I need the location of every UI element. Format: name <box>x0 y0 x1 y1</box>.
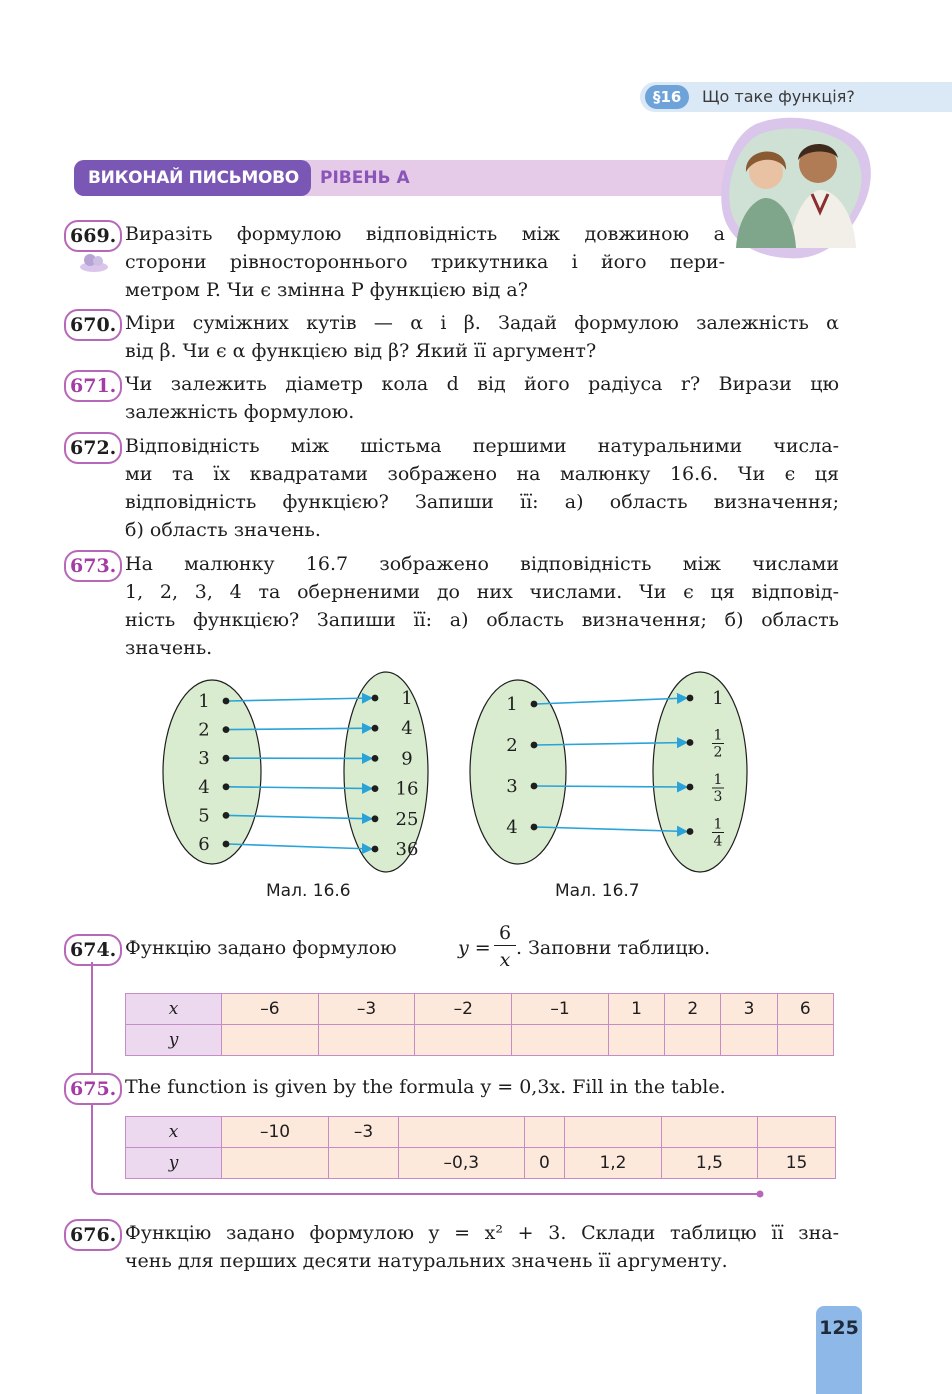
task-676-line-1: Функцію задано формулою y = x² + 3. Склади таблицю її зна- <box>125 1222 839 1244</box>
range-point <box>372 846 379 853</box>
range-point <box>372 755 379 762</box>
table-cell: 2 <box>665 994 721 1025</box>
task-669-line-3: метром P. Чи є змінна P функцією від a? <box>125 279 528 301</box>
domain-value-label: 3 <box>506 776 518 797</box>
table-cell <box>608 1025 664 1056</box>
mapping-arrow <box>536 786 687 787</box>
range-value-label: 1 <box>712 688 724 709</box>
task-670-text <box>125 309 839 365</box>
range-value-label: 9 <box>401 748 413 770</box>
table-cell <box>222 1025 319 1056</box>
task-676-text <box>125 1219 839 1275</box>
table-cell: 1,5 <box>661 1148 757 1179</box>
table-header-x: x <box>126 1117 222 1148</box>
table-cell: –2 <box>415 994 512 1025</box>
domain-point <box>223 812 230 819</box>
table-cell: 0 <box>524 1148 565 1179</box>
domain-point <box>531 701 538 708</box>
task-672-line-2: ми та їх квадратами зображено на малюнку 16.6. Чи є ця <box>125 463 839 485</box>
task-673-line-4: значень. <box>125 637 213 659</box>
task-number-673: 673. <box>64 550 122 582</box>
range-point <box>372 785 379 792</box>
fraction-numerator: 1 <box>713 816 723 833</box>
task-number-676: 676. <box>64 1219 122 1251</box>
table-674 <box>125 993 834 1056</box>
domain-value-label: 4 <box>198 776 210 798</box>
table-cell <box>721 1025 777 1056</box>
fraction-denominator: 3 <box>713 789 723 805</box>
task-672-line-3: відповідність функцією? Запиши її: а) область визначення; <box>125 491 839 513</box>
domain-point <box>223 841 230 848</box>
mapping-arrow <box>228 844 372 849</box>
range-value-label: 4 <box>401 718 413 740</box>
task-673-line-2: 1, 2, 3, 4 та оберненими до них числами. Чи є ця відповід- <box>125 581 839 603</box>
range-point <box>687 695 694 702</box>
task-674-text-before: Функцію задано формулою <box>125 937 397 959</box>
domain-set-ellipse <box>163 680 261 864</box>
task-676-line-2: чень для перших десяти натуральних значень її аргументу. <box>125 1250 728 1272</box>
table-header-y: y <box>126 1148 222 1179</box>
table-cell <box>398 1117 524 1148</box>
range-value-label: 36 <box>395 839 419 860</box>
mapping-arrow <box>536 698 687 704</box>
domain-point <box>531 824 538 831</box>
task-number-669: 669. <box>64 220 122 252</box>
task-number-672: 672. <box>64 432 122 464</box>
task-number-671: 671. <box>64 370 122 402</box>
table-cell: 15 <box>758 1148 836 1179</box>
task-673-line-3: ність функцією? Запиши її: а) область визначення; б) область <box>125 609 839 631</box>
domain-value-label: 5 <box>198 805 210 827</box>
table-cell: –3 <box>318 994 415 1025</box>
domain-set-ellipse <box>470 680 566 864</box>
table-cell: 1 <box>608 994 664 1025</box>
table-cell <box>222 1148 329 1179</box>
range-value-label: 25 <box>395 808 419 830</box>
domain-value-label: 6 <box>198 834 210 855</box>
range-set-ellipse <box>653 672 747 872</box>
domain-point <box>223 783 230 790</box>
table-row-y <box>126 1025 834 1056</box>
figure-16-6-diagram <box>150 668 430 874</box>
table-row-x <box>126 994 834 1025</box>
task-670-line-1: Міри суміжних кутів — α і β. Задай формулою залежність α <box>125 312 839 334</box>
figure-16-7-caption: Мал. 16.7 <box>555 881 640 901</box>
task-671-text <box>125 370 839 426</box>
banner-write-label: ВИКОНАЙ ПИСЬМОВО <box>74 160 311 196</box>
domain-point <box>223 755 230 762</box>
range-point <box>372 695 379 702</box>
domain-value-label: 2 <box>506 735 518 756</box>
table-cell <box>665 1025 721 1056</box>
task-669-text <box>125 220 725 304</box>
range-point <box>372 725 379 732</box>
task-number-670: 670. <box>64 309 122 341</box>
task-674-text-after: . Заповни таблицю. <box>516 937 711 959</box>
figure-16-7-diagram <box>460 668 760 874</box>
task-673-text <box>125 550 839 662</box>
range-point <box>687 739 694 746</box>
task-number-674: 674. <box>64 934 122 966</box>
task-671-line-2: залежність формулою. <box>125 401 355 423</box>
table-cell <box>329 1148 399 1179</box>
domain-value-label: 2 <box>198 719 210 741</box>
table-row-y <box>126 1148 836 1179</box>
task-674-text <box>125 934 397 962</box>
table-row-x <box>126 1117 836 1148</box>
table-cell: 6 <box>777 994 833 1025</box>
table-cell: –10 <box>222 1117 329 1148</box>
students-photo <box>716 116 872 262</box>
table-cell <box>415 1025 512 1056</box>
task-672-text <box>125 432 839 544</box>
domain-point <box>531 783 538 790</box>
table-cell <box>565 1117 661 1148</box>
domain-value-label: 1 <box>198 691 210 712</box>
range-point <box>687 784 694 791</box>
mapping-arrow <box>228 698 372 701</box>
table-header-y: y <box>126 1025 222 1056</box>
fraction-numerator: 1 <box>713 727 723 744</box>
banner-level-label: РІВЕНЬ А <box>320 168 410 188</box>
task-670-line-2: від β. Чи є α функцією від β? Який її аргумент? <box>125 340 597 362</box>
table-cell <box>661 1117 757 1148</box>
formula-denominator: x <box>499 949 511 971</box>
task-672-line-1: Відповідність між шістьма першими натуральними числа- <box>125 435 839 457</box>
table-cell: –1 <box>512 994 609 1025</box>
table-header-x: x <box>126 994 222 1025</box>
table-cell: 3 <box>721 994 777 1025</box>
fraction-denominator: 2 <box>713 744 723 761</box>
task-669-line-2: сторони рівностороннього трикутника і його пери- <box>125 251 725 273</box>
task-672-line-4: б) область значень. <box>125 519 321 541</box>
domain-value-label: 4 <box>506 817 518 838</box>
domain-value-label: 3 <box>198 748 210 770</box>
table-675 <box>125 1116 836 1179</box>
table-cell <box>512 1025 609 1056</box>
domain-point <box>223 726 230 733</box>
page-number: 125 <box>816 1306 862 1394</box>
table-cell: –6 <box>222 994 319 1025</box>
formula-lhs: y = <box>458 937 491 959</box>
formula-numerator: 6 <box>494 921 516 946</box>
section-number: §16 <box>645 85 689 109</box>
range-point <box>372 815 379 822</box>
domain-point <box>531 742 538 749</box>
range-value-label: 16 <box>395 778 419 800</box>
task-number-675: 675. <box>64 1073 122 1105</box>
range-point <box>687 828 694 835</box>
section-title: Що таке функція? <box>702 87 855 106</box>
range-value-label: 1 <box>401 688 413 709</box>
domain-point <box>223 698 230 705</box>
table-cell <box>524 1117 565 1148</box>
task-673-line-1: На малюнку 16.7 зображено відповідність між числами <box>125 553 839 575</box>
fraction-denominator: 4 <box>713 833 723 850</box>
table-cell: –3 <box>329 1117 399 1148</box>
domain-value-label: 1 <box>506 694 518 715</box>
table-cell <box>758 1117 836 1148</box>
task-669-line-1: Виразіть формулою відповідність між довжиною a <box>125 223 725 245</box>
table-cell: –0,3 <box>398 1148 524 1179</box>
task-671-line-1: Чи залежить діаметр кола d від його радіуса r? Вирази цю <box>125 373 839 395</box>
fraction-numerator: 1 <box>713 772 723 788</box>
group-work-icon <box>78 253 110 273</box>
table-cell <box>777 1025 833 1056</box>
table-cell <box>318 1025 415 1056</box>
table-cell: 1,2 <box>565 1148 661 1179</box>
figure-16-6-caption: Мал. 16.6 <box>266 881 351 901</box>
task-675-text: The function is given by the formula y = 0,3x. Fill in the table. <box>125 1076 726 1098</box>
